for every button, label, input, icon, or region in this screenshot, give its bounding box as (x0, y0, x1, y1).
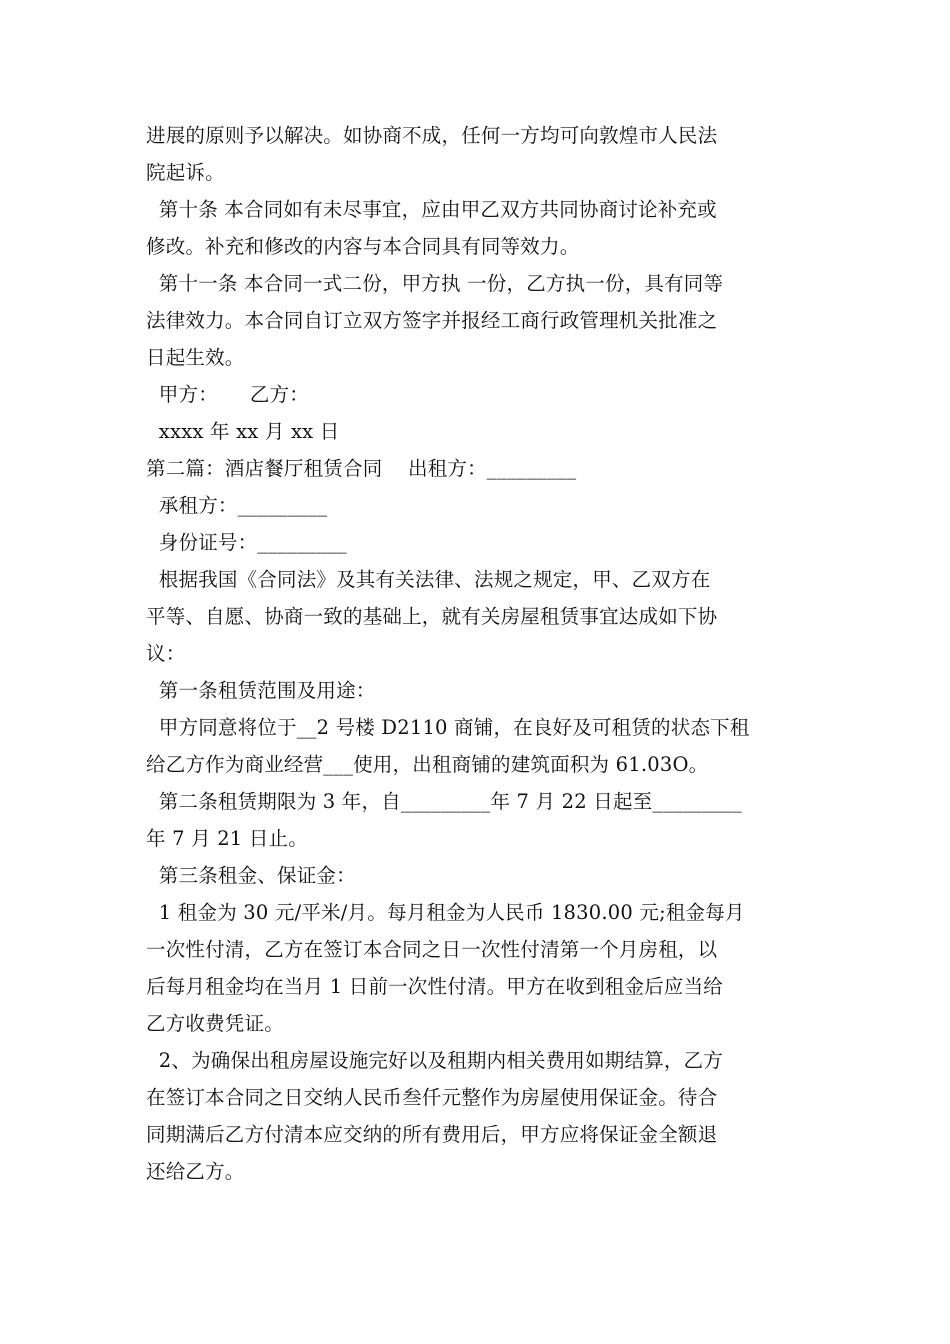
text-line: 第三条租金、保证金： (146, 864, 356, 887)
text-line: 承租方：_________ (146, 494, 328, 517)
text-line: 还给乙方。 (146, 1160, 245, 1183)
text-line: 后每月租金均在当月 1 日前一次性付清。甲方在收到租金后应当给 (146, 975, 724, 998)
text-line: 平等、自愿、协商一致的基础上，就有关房屋租赁事宜达成如下协 (146, 605, 718, 628)
text-line: 第一条租赁范围及用途： (146, 679, 376, 702)
text-line: 给乙方作为商业经营___使用，出租商铺的建筑面积为 61.03O。 (146, 753, 709, 776)
text-line: 议： (146, 642, 186, 665)
date-line: xxxx 年 xx 月 xx 日 (146, 420, 340, 443)
text-line: 乙方收费凭证。 (146, 1012, 284, 1035)
text-line: 进展的原则予以解决。如协商不成，任何一方均可向敦煌市人民法 (146, 124, 718, 147)
text-line: 第二条租赁期限为 3 年，自_________年 7 月 22 日起至_________ (146, 790, 742, 813)
text-line: 一次性付清，乙方在签订本合同之日一次性付清第一个月房租，以 (146, 938, 718, 961)
text-line: 法律效力。本合同自订立双方签字并报经工商行政管理机关批准之 (146, 309, 718, 332)
text-line: 1 租金为 30 元/平米/月。每月租金为人民币 1830.00 元;租金每月 (146, 901, 745, 924)
text-line: 修改。补充和修改的内容与本合同具有同等效力。 (146, 235, 580, 258)
text-line: 日起生效。 (146, 346, 245, 369)
signature-line: 甲方： 乙方： (146, 383, 309, 406)
text-line: 根据我国《合同法》及其有关法律、法规之规定，甲、乙双方在 (146, 568, 711, 591)
document-body (146, 117, 810, 1190)
text-line: 同期满后乙方付清本应交纳的所有费用后，甲方应将保证金全额退 (146, 1123, 718, 1146)
text-line: 年 7 月 21 日止。 (146, 827, 308, 850)
text-line: 甲方同意将位于__2 号楼 D2110 商铺，在良好及可租赁的状态下租 (146, 716, 750, 739)
text-line: 第十一条 本合同一式二份，甲方执 一份，乙方执一份，具有同等 (146, 272, 724, 295)
text-line: 第十条 本合同如有未尽事宜，应由甲乙双方共同协商讨论补充或 (146, 198, 717, 221)
section-title: 第二篇：酒店餐厅租赁合同 出租方：_________ (146, 457, 577, 480)
text-line: 院起诉。 (146, 161, 225, 184)
text-line: 2、为确保出租房屋设施完好以及租期内相关费用如期结算，乙方 (146, 1049, 724, 1072)
text-line: 在签订本合同之日交纳人民币叁仟元整作为房屋使用保证金。待合 (146, 1086, 718, 1109)
text-line: 身份证号：_________ (146, 531, 347, 554)
